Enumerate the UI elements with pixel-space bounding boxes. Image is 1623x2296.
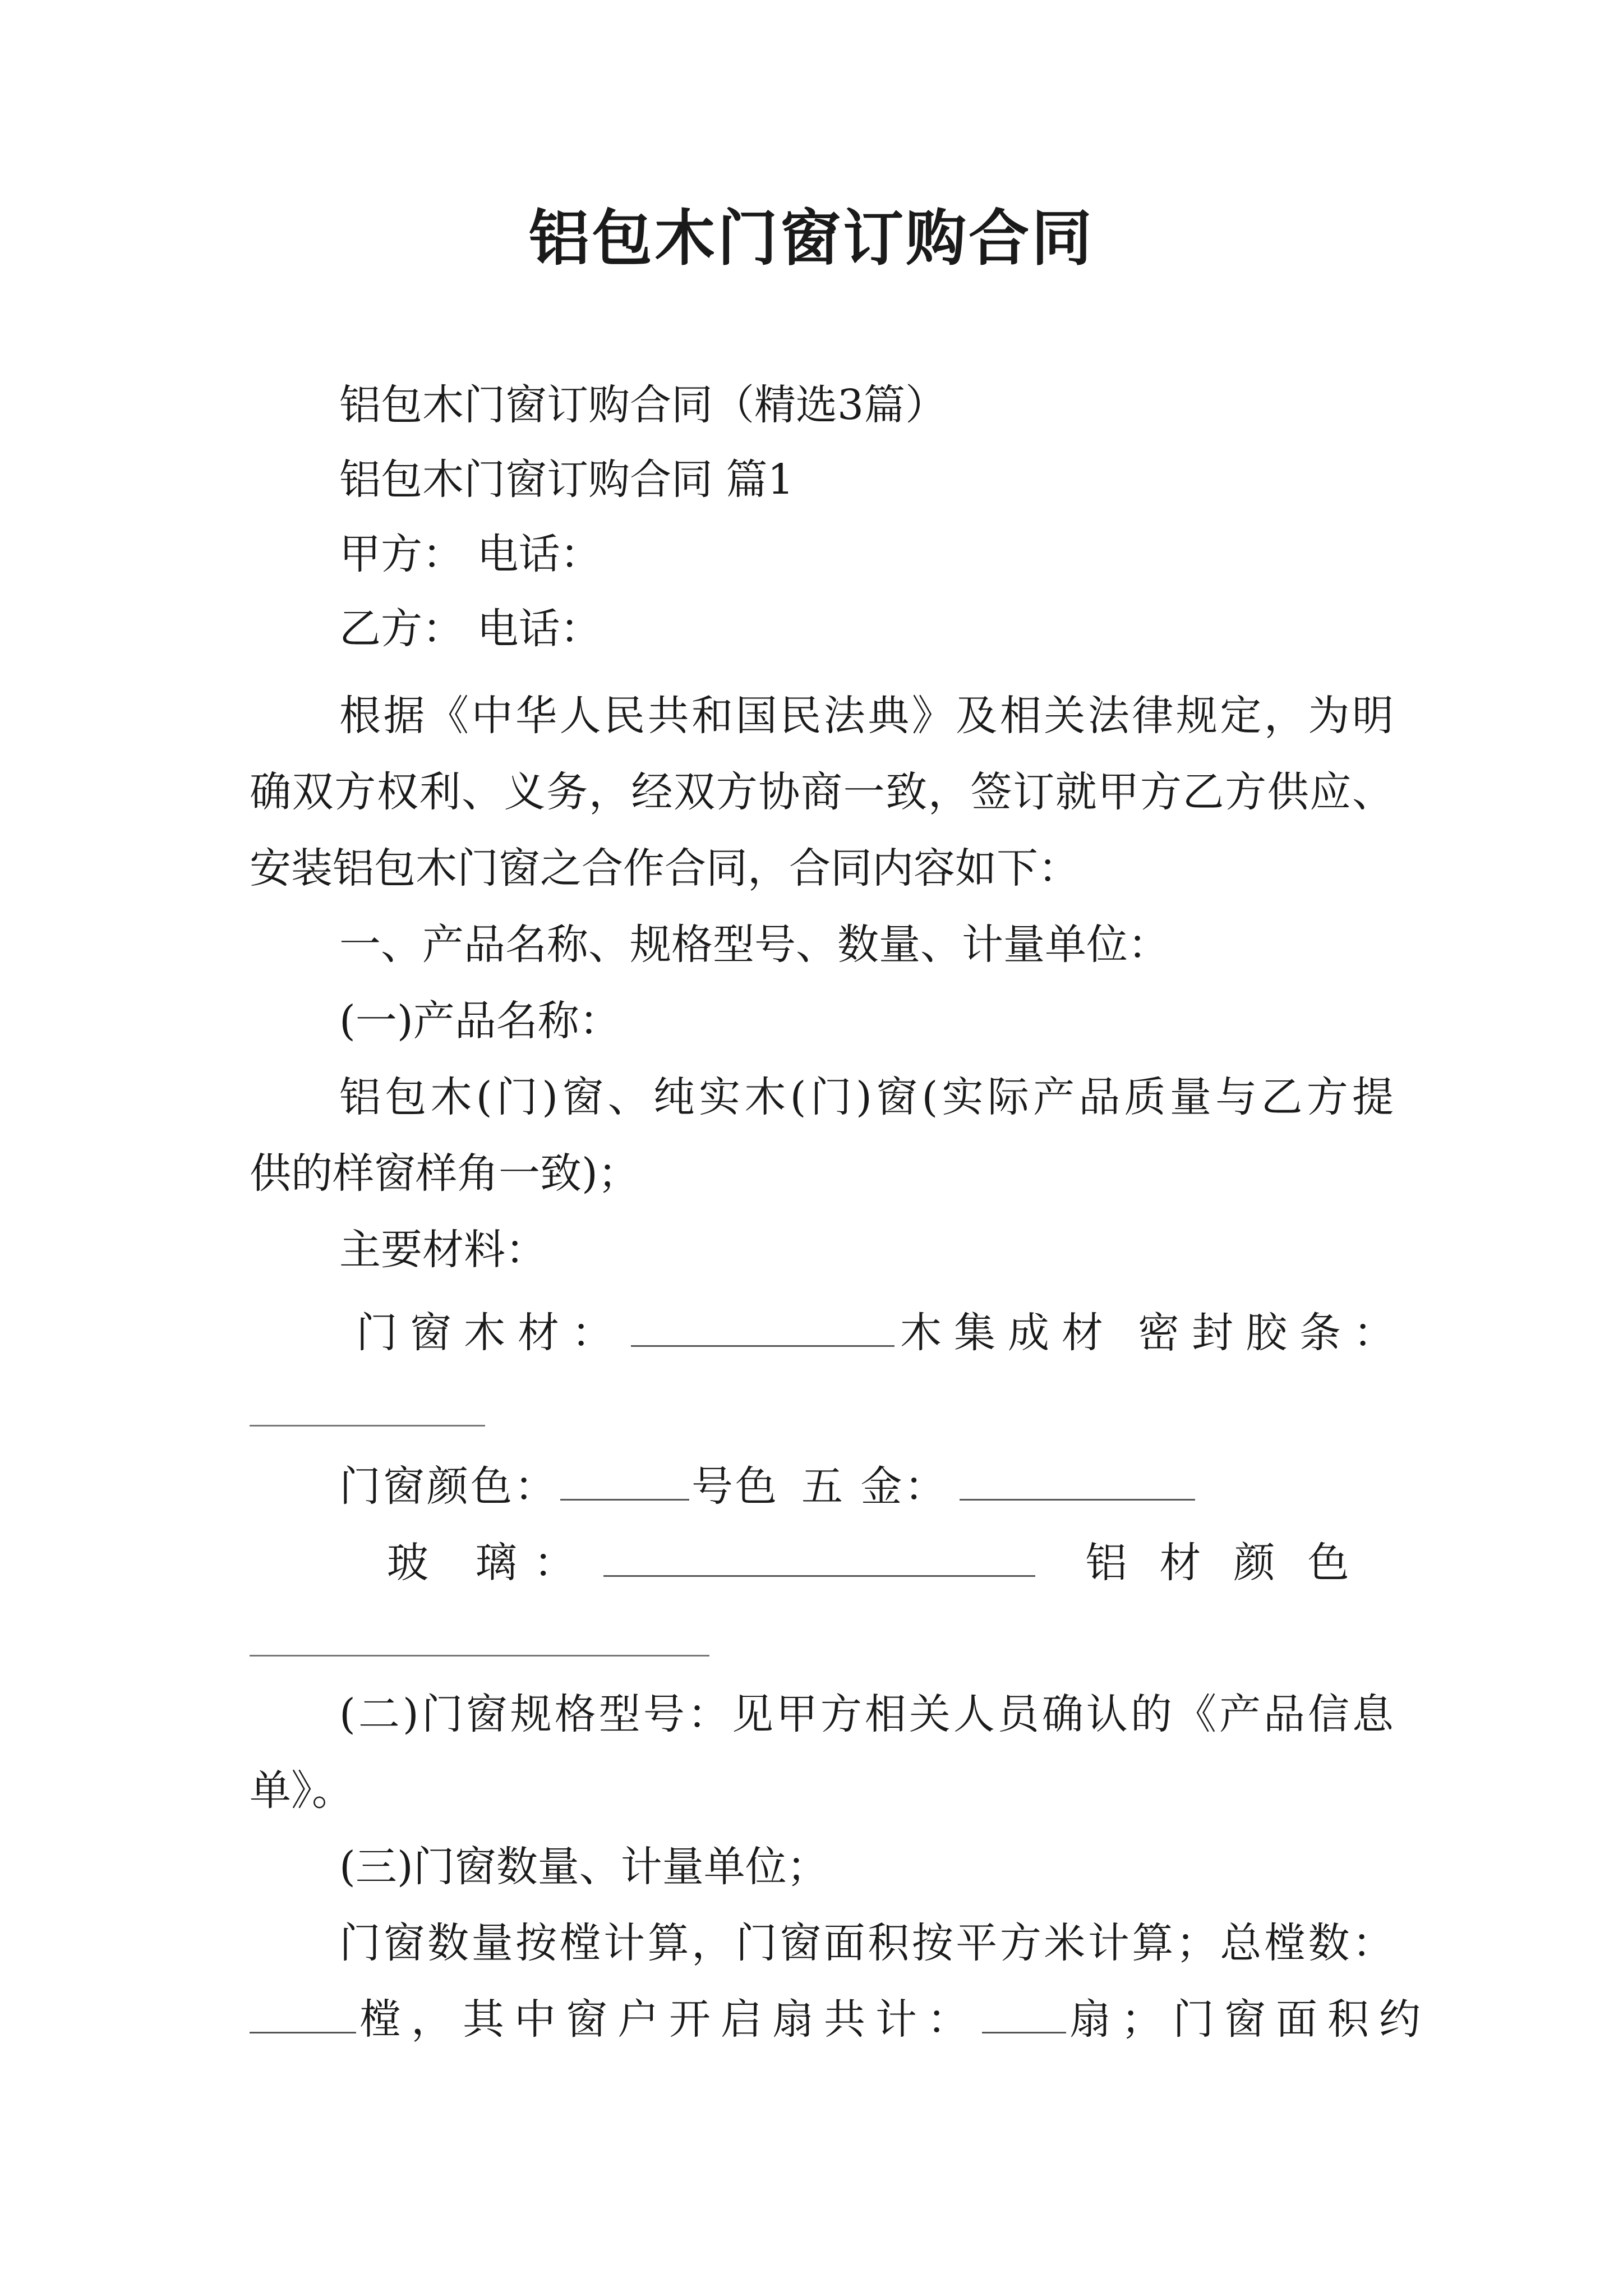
wood-suffix: 木集成材 — [900, 1309, 1115, 1357]
hardware-label: 五 金： — [801, 1462, 948, 1511]
product-line-1: 铝包木(门)窗、纯实木(门)窗(实际产品质量与乙方提 — [339, 1073, 1394, 1121]
quantity-line-1: 门窗数量按樘计算，门窗面积按平方米计算；总樘数： — [339, 1919, 1394, 1967]
color-label: 门窗颜色： — [339, 1462, 558, 1511]
glass-blank[interactable] — [603, 1536, 1035, 1577]
wood-blank[interactable] — [631, 1306, 895, 1347]
glass-alu-line — [387, 1535, 1394, 1591]
section-1-2-line-1: (二)门窗规格型号：见甲方相关人员确认的《产品信息 — [339, 1690, 1394, 1738]
materials-heading: 主要材料： — [339, 1226, 547, 1274]
hardware-blank[interactable] — [960, 1460, 1195, 1501]
sash-count-blank[interactable] — [982, 1993, 1066, 2033]
glass-label: 玻 璃： — [387, 1539, 592, 1587]
party-a-line: 甲方： 电话： — [339, 530, 602, 578]
quantity-text-a: 樘，其中窗户开启扇共计： — [359, 1995, 979, 2044]
quantity-text-b: 扇；门窗面积约 — [1069, 1995, 1431, 2044]
seal-blank[interactable] — [250, 1425, 485, 1427]
wood-seal-line — [356, 1305, 1407, 1361]
product-line-2: 供的样窗样角一致)； — [250, 1149, 639, 1198]
wood-label: 门窗木材： — [356, 1309, 625, 1357]
part-title: 铝包木门窗订购合同 篇1 — [339, 455, 794, 504]
subtitle: 铝包木门窗订购合同（精选3篇） — [339, 381, 947, 429]
document-title: 铝包木门窗订购合同 — [528, 203, 1094, 274]
intro-paragraph-line-3: 安装铝包木门窗之合作合同，合同内容如下： — [250, 844, 1080, 892]
alu-color-label: 铝材颜色 — [1085, 1539, 1382, 1587]
color-suffix: 号色 — [691, 1462, 779, 1511]
section-1-heading: 一、产品名称、规格型号、数量、计量单位： — [339, 921, 1169, 969]
color-hardware-line — [339, 1458, 1394, 1515]
total-count-blank[interactable] — [250, 1993, 356, 2033]
color-blank[interactable] — [560, 1460, 689, 1501]
section-1-2-line-2: 单》。 — [250, 1766, 353, 1815]
intro-paragraph-line-1: 根据《中华人民共和国民法典》及相关法律规定，为明 — [339, 692, 1394, 740]
section-1-3-heading: (三)门窗数量、计量单位； — [339, 1843, 828, 1891]
quantity-line-2 — [250, 1991, 1431, 2047]
alu-color-blank[interactable] — [250, 1655, 709, 1657]
party-b-line: 乙方： 电话： — [339, 605, 602, 653]
section-1-1-heading: (一)产品名称： — [339, 997, 621, 1045]
intro-paragraph-line-2: 确双方权利、义务，经双方协商一致，签订就甲方乙方供应、 — [250, 768, 1394, 816]
seal-label: 密封胶条： — [1138, 1309, 1407, 1357]
